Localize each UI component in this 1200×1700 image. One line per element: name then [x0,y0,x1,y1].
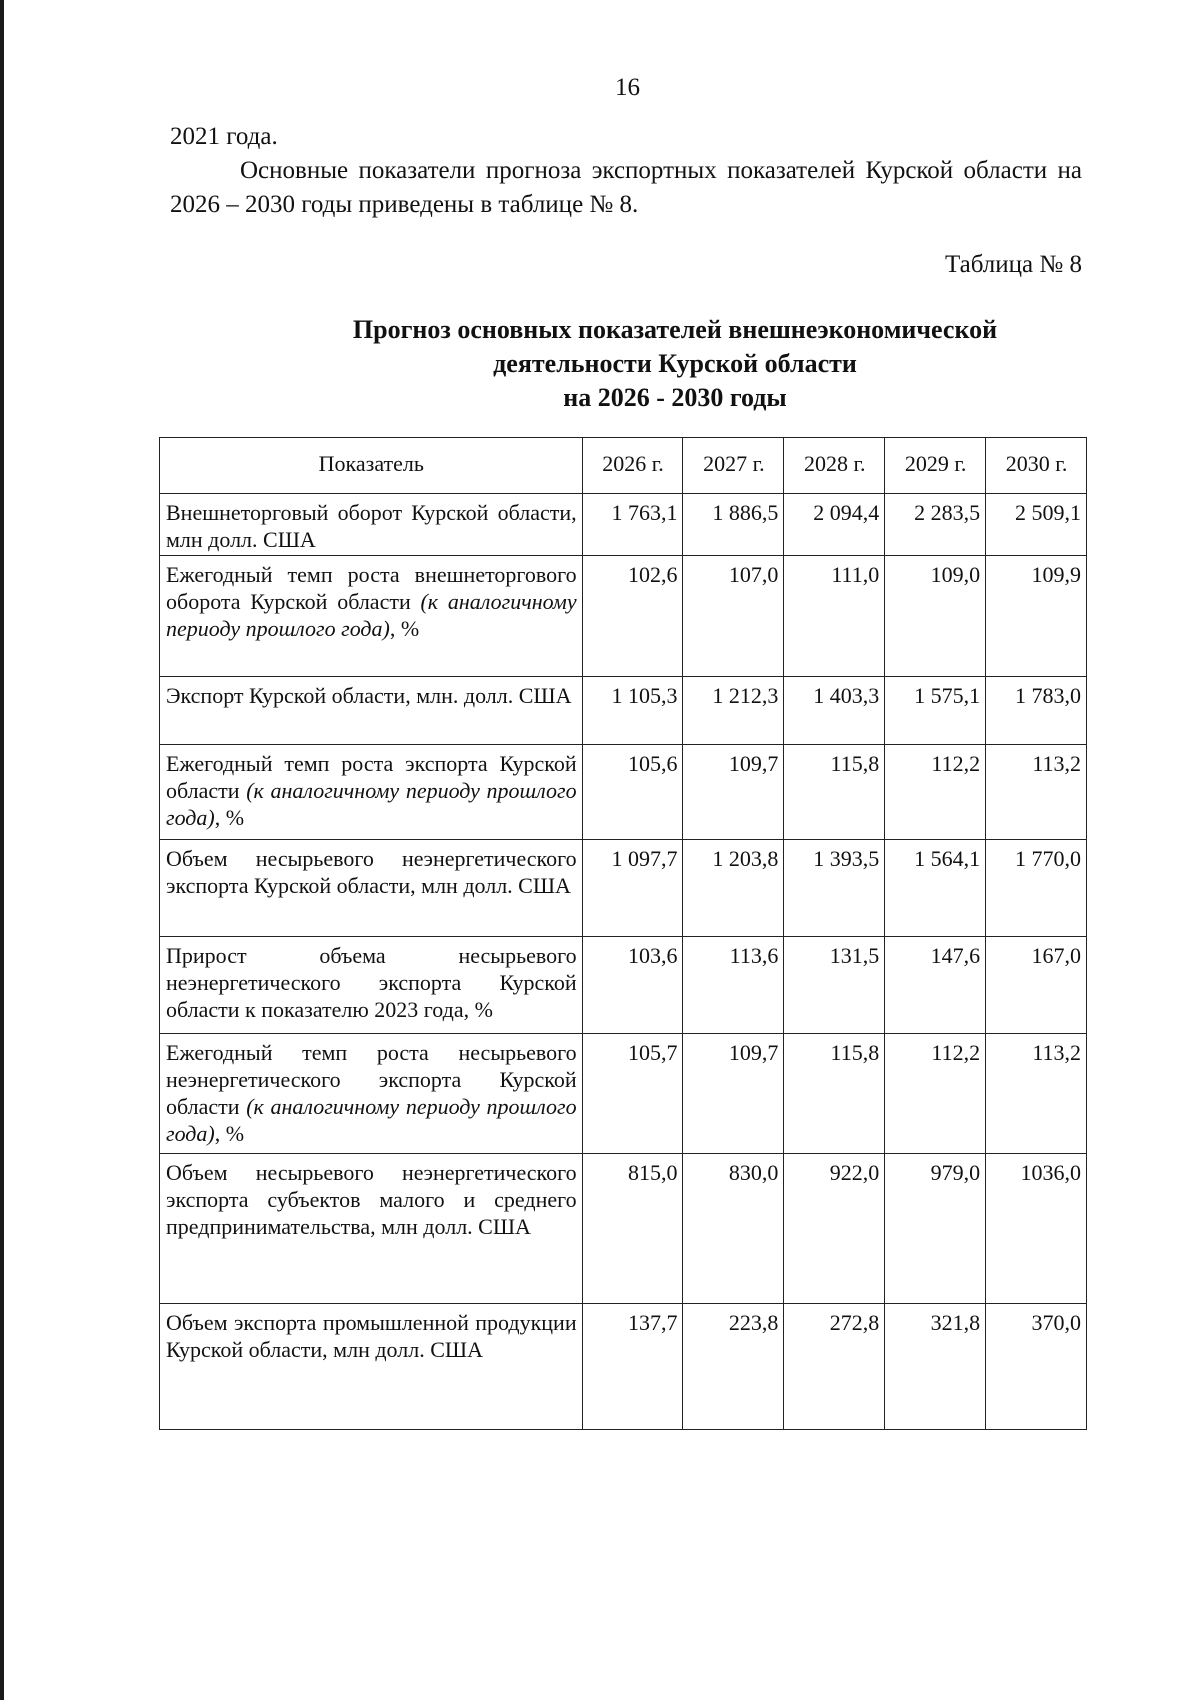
value-cell: 370,0 [986,1304,1087,1430]
indicator-unit: , % [214,805,245,830]
value-cell: 815,0 [582,1154,683,1304]
header-year: 2030 г. [986,438,1087,494]
indicator-text: Экспорт Курской области, млн. долл. США [166,683,572,708]
value-cell: 1 403,3 [784,677,885,745]
value-cell: 115,8 [784,745,885,840]
table-header-row [160,438,1087,494]
value-cell: 1 770,0 [986,840,1087,937]
value-cell: 109,9 [986,556,1087,677]
indicator-text: Объем несырьевого неэнергетического экспорта субъектов малого и среднего предпринимательства, млн долл. США [166,1160,577,1239]
value-cell: 1 575,1 [885,677,986,745]
header-indicator: Показатель [160,438,583,494]
value-cell: 109,7 [683,1034,784,1154]
value-cell: 103,6 [582,937,683,1034]
indicator-cell [160,1154,583,1304]
value-cell: 105,7 [582,1034,683,1154]
value-cell: 131,5 [784,937,885,1034]
value-cell: 109,7 [683,745,784,840]
table-row [160,494,1087,556]
table-row [160,556,1087,677]
indicator-cell [160,1034,583,1154]
indicator-note: (к аналогичному периоду прошлого года) [166,589,577,641]
value-cell: 1 763,1 [582,494,683,556]
indicator-cell [160,556,583,677]
indicator-cell [160,677,583,745]
value-cell: 1 097,7 [582,840,683,937]
indicator-note: (к аналогичному периоду прошлого года) [166,778,577,830]
value-cell: 1 105,3 [582,677,683,745]
value-cell: 1 783,0 [986,677,1087,745]
indicator-cell [160,1304,583,1430]
indicator-unit: , % [389,616,420,641]
value-cell: 111,0 [784,556,885,677]
value-cell: 167,0 [986,937,1087,1034]
value-cell: 979,0 [885,1154,986,1304]
paragraph-intro: Основные показатели прогноза экспортных показателей Курской области на 2026 – 2030 годы приведены в таблице № 8. [170,157,1082,218]
table-row [160,1304,1087,1430]
value-cell: 109,0 [885,556,986,677]
indicator-text: Ежегодный темп роста несырьевого неэнергетического экспорта Курской области [166,1040,577,1119]
table-label: Таблица № 8 [944,251,1082,278]
value-cell: 1 203,8 [683,840,784,937]
table-title-line-2: деятельности Курской области [493,349,857,378]
value-cell: 830,0 [683,1154,784,1304]
value-cell: 113,2 [986,745,1087,840]
value-cell: 321,8 [885,1304,986,1430]
value-cell: 112,2 [885,1034,986,1154]
indicator-text: Ежегодный темп роста внешнеторгового оборота Курской области [166,562,577,614]
indicator-cell [160,745,583,840]
table-title [250,313,1100,415]
indicator-cell [160,937,583,1034]
indicator-text: Объем экспорта промышленной продукции Курской области, млн долл. США [166,1310,577,1362]
header-year: 2028 г. [784,438,885,494]
value-cell: 2 283,5 [885,494,986,556]
indicator-text: Ежегодный темп роста экспорта Курской области [166,751,577,803]
value-cell: 115,8 [784,1034,885,1154]
indicator-cell [160,840,583,937]
indicator-cell [160,494,583,556]
value-cell: 1036,0 [986,1154,1087,1304]
table-row [160,745,1087,840]
table-row [160,1034,1087,1154]
table-title-line-1: Прогноз основных показателей внешнеэкономической [352,315,998,344]
indicator-text: Прирост объема несырьевого неэнергетического экспорта Курской области к показателю 2023 года, % [166,943,577,1022]
value-cell: 272,8 [784,1304,885,1430]
header-year: 2027 г. [683,438,784,494]
value-cell: 2 094,4 [784,494,885,556]
value-cell: 105,6 [582,745,683,840]
value-cell: 113,2 [986,1034,1087,1154]
value-cell: 107,0 [683,556,784,677]
value-cell: 2 509,1 [986,494,1087,556]
table-row [160,840,1087,937]
indicator-text: Внешнеторговый оборот Курской области, млн долл. США [166,500,577,552]
page-number: 16 [615,74,640,101]
forecast-table [159,437,1087,1430]
value-cell: 922,0 [784,1154,885,1304]
paragraph-continuation: 2021 года. [170,123,278,150]
table-body [160,494,1087,1430]
table-row [160,677,1087,745]
value-cell: 113,6 [683,937,784,1034]
indicator-note: (к аналогичному периоду прошлого года) [166,1094,577,1146]
table-row [160,937,1087,1034]
scan-edge [0,0,4,1700]
value-cell: 1 393,5 [784,840,885,937]
value-cell: 147,6 [885,937,986,1034]
value-cell: 102,6 [582,556,683,677]
value-cell: 1 212,3 [683,677,784,745]
header-year: 2029 г. [885,438,986,494]
value-cell: 1 886,5 [683,494,784,556]
indicator-unit: , % [214,1121,245,1146]
header-year: 2026 г. [582,438,683,494]
value-cell: 223,8 [683,1304,784,1430]
value-cell: 112,2 [885,745,986,840]
table-row [160,1154,1087,1304]
value-cell: 1 564,1 [885,840,986,937]
indicator-text: Объем несырьевого неэнергетического экспорта Курской области, млн долл. США [166,846,577,898]
value-cell: 137,7 [582,1304,683,1430]
table-title-line-3: на 2026 - 2030 годы [563,383,787,412]
